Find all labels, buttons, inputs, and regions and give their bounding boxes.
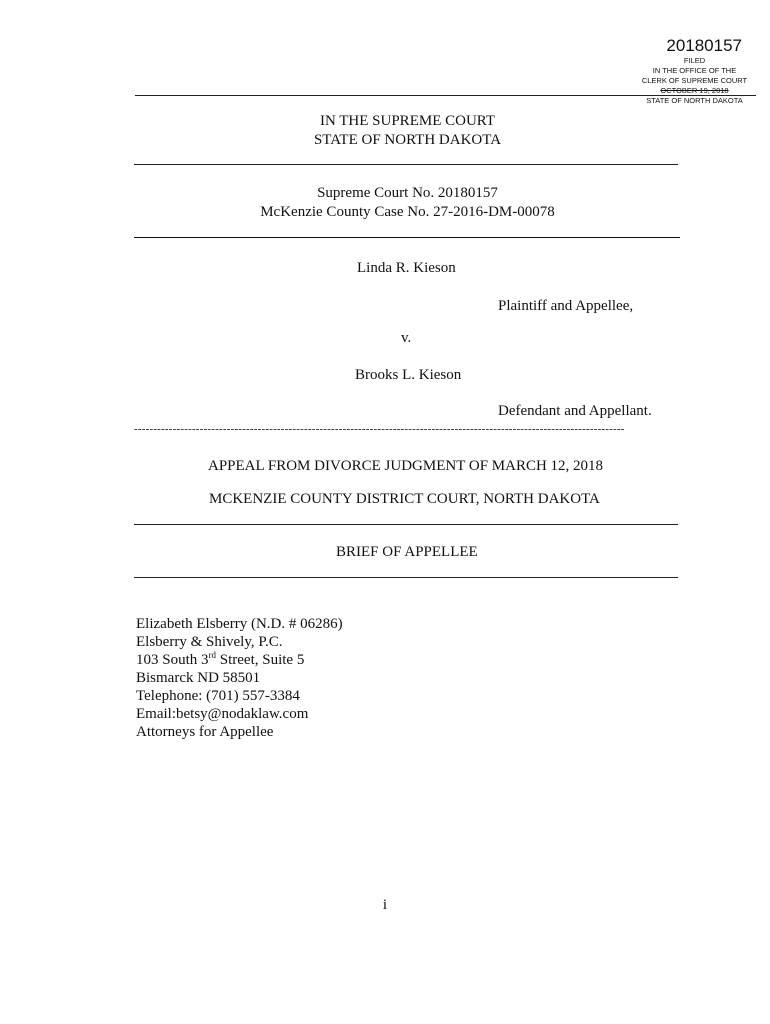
stamp-filed: FILED: [683, 56, 706, 65]
case-number-rule: [134, 237, 680, 238]
dashed-separator: -------------------------------------------------------------------------------------------------------------------------------: [134, 424, 625, 434]
attorney-email: Email:betsy@nodaklaw.com: [136, 706, 309, 722]
title-rule: [134, 577, 678, 578]
stamp-office: IN THE OFFICE OF THE: [652, 66, 737, 75]
page-number: i: [382, 897, 388, 913]
stamp-docket-number: 20180157: [666, 36, 742, 55]
court-line-1: IN THE SUPREME COURT: [319, 113, 496, 129]
appeal-rule: [134, 524, 678, 525]
supreme-court-number: Supreme Court No. 20180157: [317, 185, 498, 201]
attorney-role: Attorneys for Appellee: [136, 724, 274, 740]
court-line-2: STATE OF NORTH DAKOTA: [313, 132, 502, 148]
brief-title: BRIEF OF APPELLEE: [336, 544, 478, 560]
attorney-block: [136, 615, 343, 741]
attorney-city: Bismarck ND 58501: [136, 670, 261, 686]
street-prefix: 103 South 3: [136, 652, 209, 668]
appeal-line-1: APPEAL FROM DIVORCE JUDGMENT OF MARCH 12, 2018: [208, 458, 604, 474]
caption-rule: [134, 164, 678, 165]
stamp-state: STATE OF NORTH DAKOTA: [646, 96, 743, 105]
plaintiff-role: Plaintiff and Appellee,: [498, 298, 634, 314]
attorney-firm: Elsberry & Shively, P.C.: [136, 634, 283, 650]
appeal-line-2: MCKENZIE COUNTY DISTRICT COURT, NORTH DAKOTA: [209, 491, 600, 507]
header-rule: [135, 95, 756, 96]
stamp-date: OCTOBER 19, 2018: [660, 86, 729, 95]
versus: v.: [401, 330, 412, 346]
county-case-number: McKenzie County Case No. 27-2016-DM-00078: [260, 204, 555, 220]
defendant-role: Defendant and Appellant.: [498, 403, 652, 419]
plaintiff-name: Linda R. Kieson: [357, 260, 456, 276]
attorney-street: [136, 651, 343, 669]
street-ordinal: rd: [208, 650, 217, 660]
attorney-name: Elizabeth Elsberry (N.D. # 06286): [136, 616, 343, 632]
attorney-telephone: Telephone: (701) 557-3384: [136, 688, 300, 704]
stamp-clerk: CLERK OF SUPREME COURT: [641, 76, 748, 85]
defendant-name: Brooks L. Kieson: [355, 367, 462, 383]
street-suffix: Street, Suite 5: [216, 652, 305, 668]
